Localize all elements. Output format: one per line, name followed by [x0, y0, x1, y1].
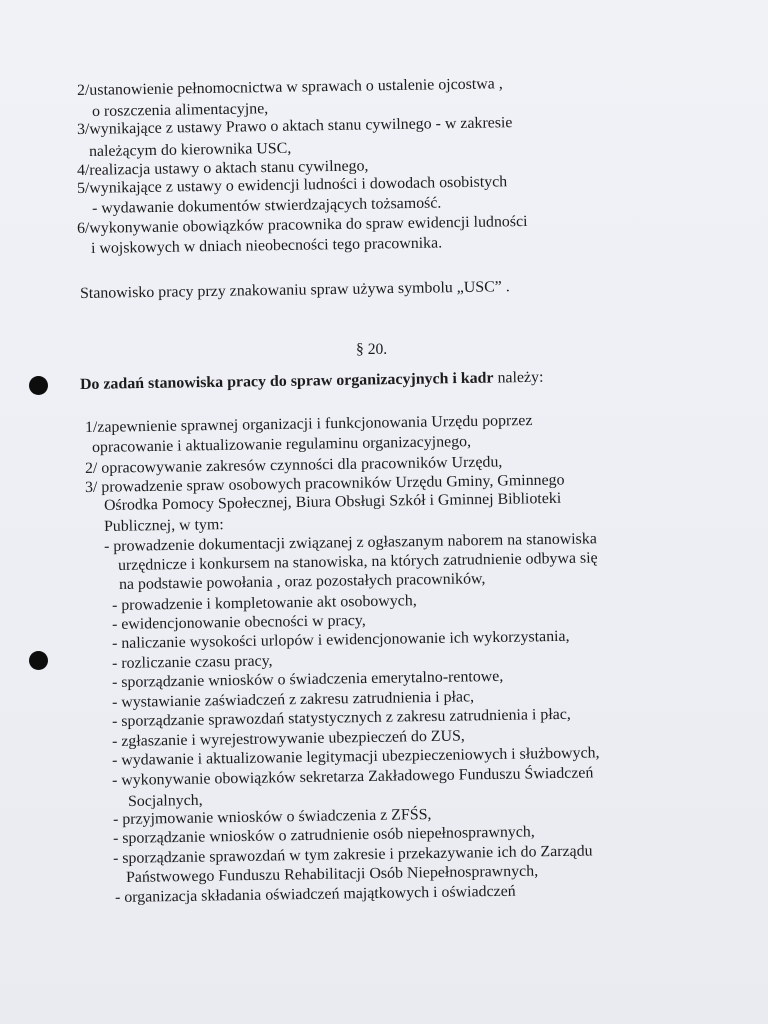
section-number: § 20. — [356, 341, 388, 358]
text-line: - prowadzenie dokumentacji związanej z ogłaszanym naborem na stanowiska — [103, 530, 597, 555]
text-line: - sporządzanie sprawozdań w tym zakresie i przekazywanie ich do Zarządu — [112, 842, 593, 867]
punch-hole-top — [29, 376, 48, 395]
punch-hole-bottom — [29, 651, 48, 670]
text-line: 4/realizacja ustawy o aktach stanu cywilnego, — [76, 157, 369, 179]
text-line: - wydawanie i aktualizowanie legitymacji ubezpieczeniowych i służbowych, — [111, 744, 600, 769]
text-line: 3/ prowadzenie spraw osobowych pracowników Urzędu Gminy, Gminnego — [84, 471, 565, 496]
text-line: 5/wynikające z ustawy o ewidencji ludności i dowodach osobistych — [76, 173, 508, 197]
text-line: - przyjmowanie wniosków o świadczenia z ZFŚS, — [112, 805, 432, 828]
text-line: - sporządzanie wniosków o świadczenia emerytalno-rentowe, — [111, 667, 504, 691]
text-line: - wykonywanie obowiązków sekretarza Zakładowego Funduszu Świadczeń — [111, 764, 594, 789]
text-line: 2/ opracowywanie zakresów czynności dla pracowników Urzędu, — [84, 453, 503, 477]
text-line: o roszczenia alimentacyjne, — [91, 100, 269, 120]
text-line: - wystawianie zaświadczeń z zakresu zatrudnienia i płac, — [111, 688, 475, 711]
text-line: Socjalnych, — [127, 791, 203, 810]
text-line: 1/zapewnienie sprawnej organizacji i funkcjonowania Urzędu poprzez — [84, 411, 533, 436]
text-line: urzędnicze i konkursem na stanowiska, na których zatrudnienie odbywa się — [117, 549, 598, 574]
text-line: - sporządzanie wniosków o zatrudnienie osób niepełnosprawnych, — [112, 823, 535, 847]
text-line: 6/wykonywanie obowiązków pracownika do spraw ewidencji ludności — [76, 212, 528, 237]
text-line: - prowadzenie i kompletowanie akt osobowych, — [111, 592, 417, 614]
text-line: - sporządzanie sprawozdań statystycznych z zakresu zatrudnienia i płac, — [111, 705, 571, 730]
text-line: - wydawanie dokumentów stwierdzających tożsamość. — [91, 194, 442, 217]
text-line: i wojskowych w dniach nieobecności tego pracownika. — [90, 234, 443, 257]
text-line: 3/wynikające z ustawy Prawo o aktach stanu cywilnego - w zakresie — [76, 114, 513, 138]
section-intro-rest: należy: — [493, 368, 544, 387]
symbol-sentence: Stanowisko pracy przy znakowaniu spraw używa symbolu „USC” . — [79, 278, 510, 302]
text-line: na podstawie powołania , oraz pozostałych pracowników, — [118, 570, 486, 593]
text-line: - rozliczanie czasu pracy, — [111, 652, 273, 672]
text-line: 2/ustanowienie pełnomocnictwa w sprawach o ustalenie ojcostwa , — [76, 75, 503, 99]
text-line: - organizacja składania oświadczeń majątkowych i oświadczeń — [114, 882, 516, 906]
text-line: Państwowego Funduszu Rehabilitacji Osób Niepełnosprawnych, — [125, 862, 539, 886]
text-line: - zgłaszanie i wyrejestrowywanie ubezpieczeń do ZUS, — [111, 727, 465, 750]
text-line: opracowanie i aktualizowanie regulaminu organizacyjnego, — [91, 433, 472, 456]
section-intro — [80, 369, 544, 394]
text-line: Ośrodka Pomocy Społecznej, Biura Obsługi Szkół i Gminnej Biblioteki — [103, 489, 562, 514]
text-line: Publicznej, w tym: — [103, 516, 224, 535]
text-line: należącym do kierownika USC, — [88, 139, 292, 160]
section-intro-bold: Do zadań stanowiska pracy do spraw organizacyjnych i kadr — [79, 369, 494, 393]
text-line: - ewidencjonowanie obecności w pracy, — [111, 612, 366, 633]
text-line: - naliczanie wysokości urlopów i ewidencjonowanie ich wykorzystania, — [111, 627, 570, 652]
